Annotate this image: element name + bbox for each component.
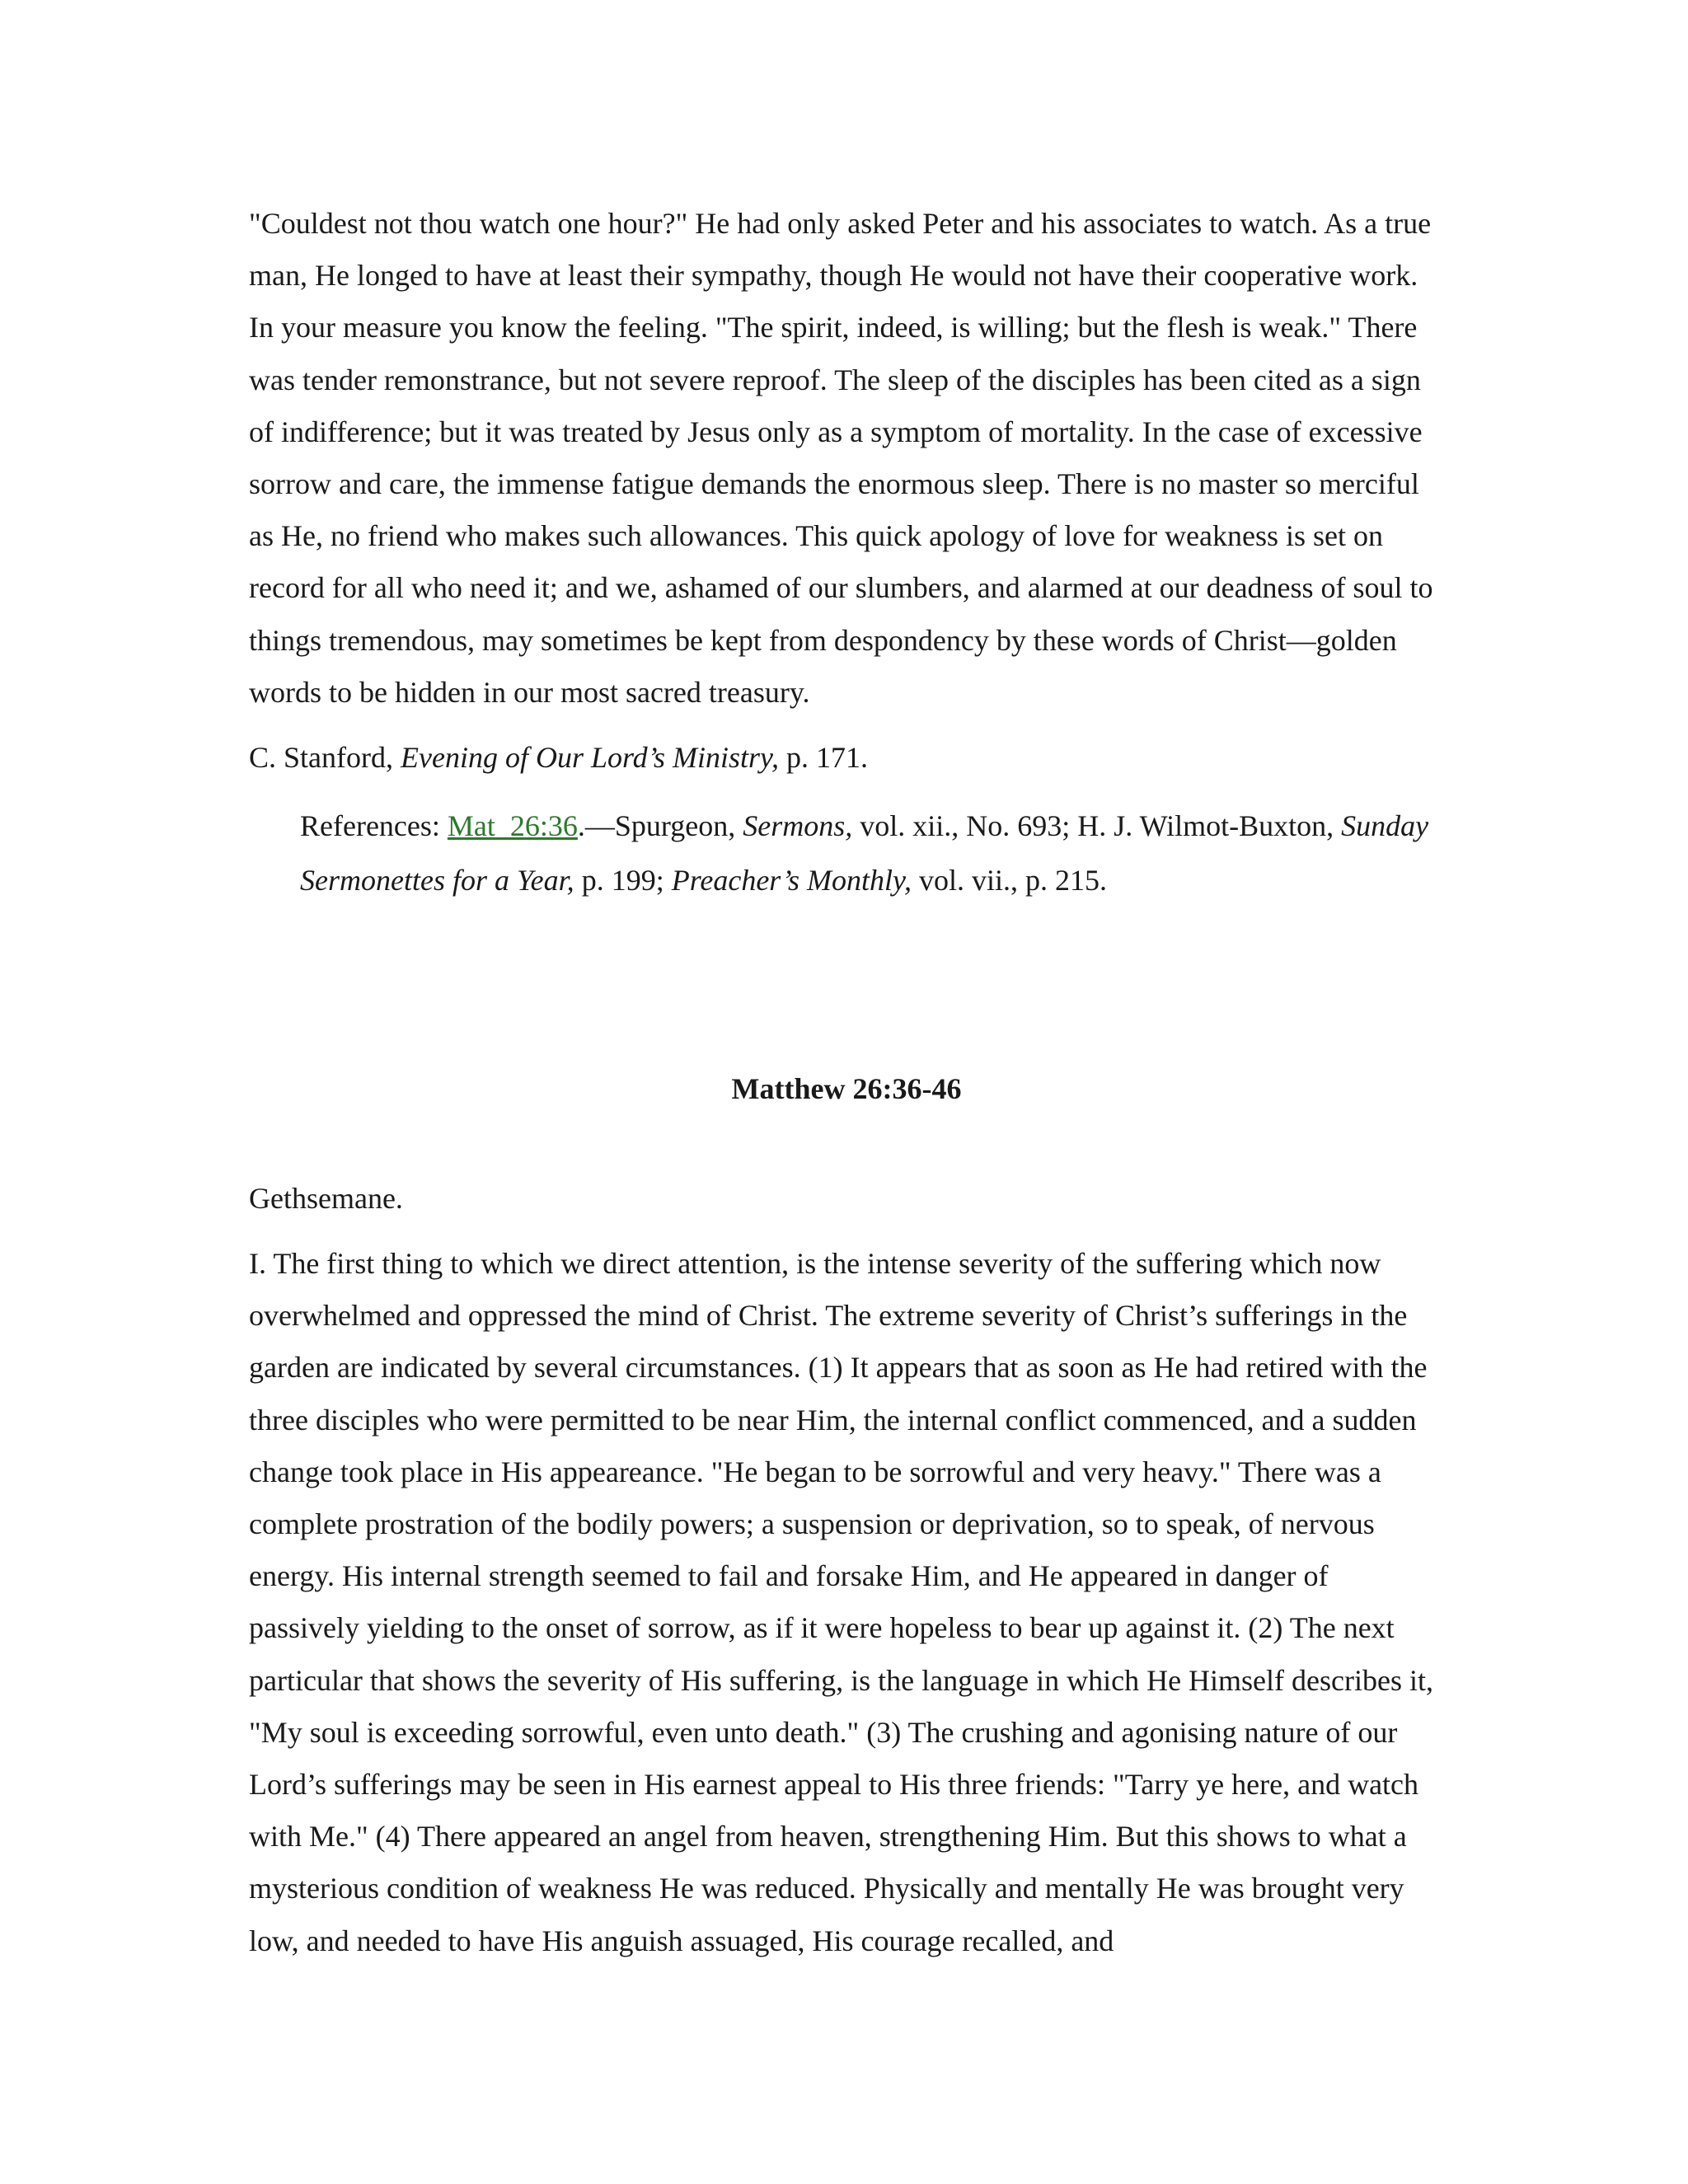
references-text: p. 199; [574, 864, 672, 898]
references-text: vol. xii., No. 693; H. J. Wilmot-Buxton, [852, 809, 1342, 843]
section-heading: Matthew 26:36-46 [731, 1072, 962, 1106]
references-text: .—Spurgeon, [577, 809, 743, 843]
references-prefix: References: [300, 809, 448, 843]
attribution [249, 732, 1444, 784]
references-work: Sermons, [743, 809, 853, 843]
attribution-page: p. 171. [779, 741, 869, 775]
attribution-work: Evening of Our Lord’s Ministry, [401, 741, 780, 775]
references-work: Sunday Sermonettes for a Year, [300, 809, 1429, 898]
section-subheading: Gethsemane. [249, 1182, 403, 1216]
references-text: vol. vii., p. 215. [912, 864, 1108, 898]
document-page [249, 198, 1444, 1967]
body-paragraph: I. The first thing to which we direct attention, is the intense severity of the suffering which now overwhelmed and oppressed the mind of Christ. The extreme severity of Christ’s sufferings in the garden are indicated by several circumstances. (1) It appears that as soon as He had retired with the three disciples who were permitted to be near Him, the internal conflict commenced, and a sudden change took place in His appeareance. "He began to be sorrowful and very heavy." There was a complete prostration of the bodily powers; a suspension or deprivation, so to speak, of nervous energy. His internal strength seemed to fail and forsake Him, and He appeared in danger of passively yielding to the onset of sorrow, as if it were hopeless to bear up against it. (2) The next particular that shows the severity of His suffering, is the language in which He Himself describes it, "My soul is exceeding sorrowful, even unto death." (3) The crushing and agonising nature of our Lord’s sufferings may be seen in His earnest appeal to His three friends: "Tarry ye here, and watch with Me." (4) There appeared an angel from heaven, strengthening Him. But this shows to what a mysterious condition of weakness He was reduced. Physically and mentally He was brought very low, and needed to have His anguish assuaged, His courage recalled, and [249, 1247, 1433, 1957]
attribution-author: C. Stanford, [249, 741, 401, 775]
body-paragraph: "Couldest not thou watch one hour?" He had only asked Peter and his associates to watch. As a true man, He longed to have at least their sympathy, though He would not have their cooperative work. In your measure you know the feeling. "The spirit, indeed, is willing; but the flesh is weak." There was tender remonstrance, but not severe reproof. The sleep of the disciples has been cited as a sign of indifference; but it was treated by Jesus only as a symptom of mortality. In the case of excessive sorrow and care, the immense fatigue demands the enormous sleep. There is no master so merciful as He, no friend who makes such allowances. This quick apology of love for weakness is set on record for all who need it; and we, ashamed of our slumbers, and alarmed at our deadness of soul to things tremendous, may sometimes be kept from despondency by these words of Christ—golden words to be hidden in our most sacred treasury. [249, 207, 1433, 709]
scripture-link[interactable]: Mat_26:36 [447, 809, 578, 843]
references-work: Preacher’s Monthly, [671, 864, 912, 898]
references [300, 799, 1444, 907]
